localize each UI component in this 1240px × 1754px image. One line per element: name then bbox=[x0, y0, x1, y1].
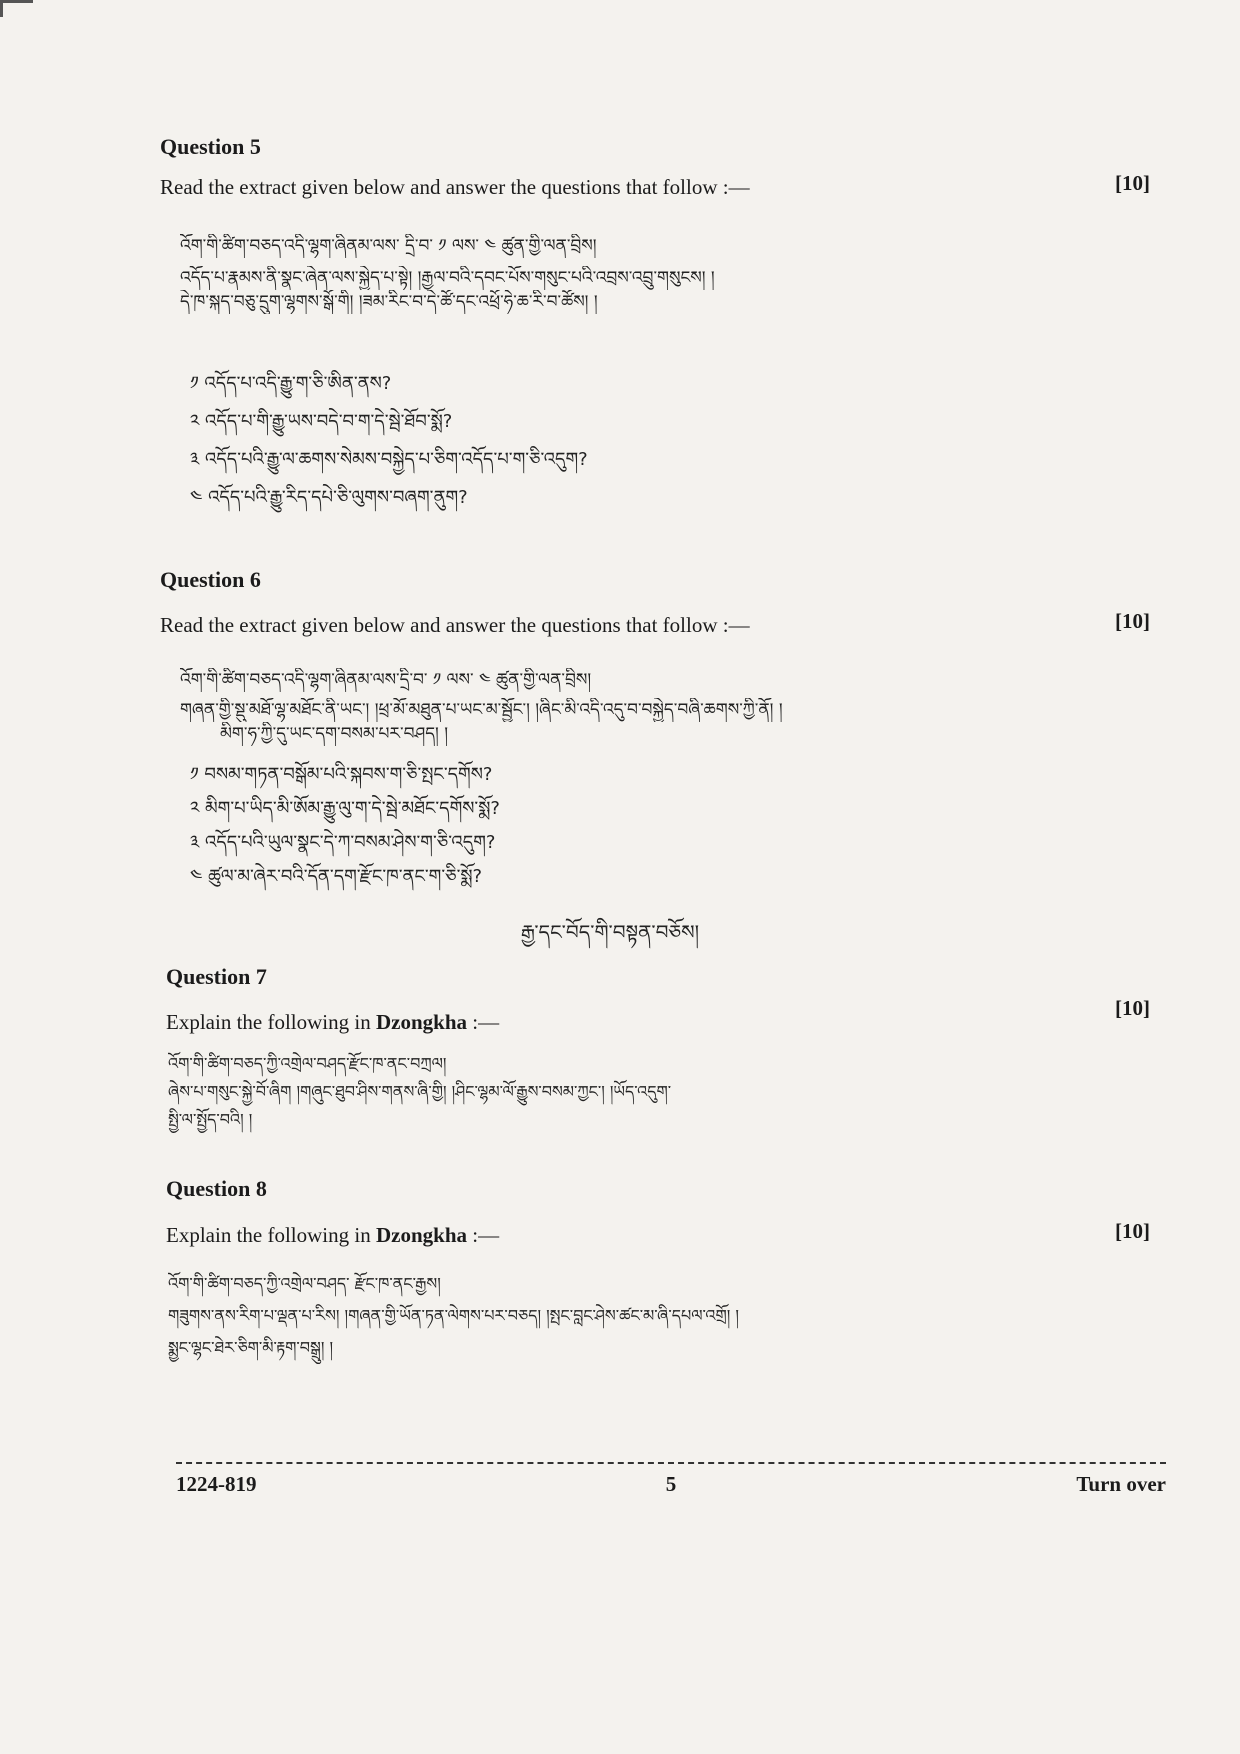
question-5-instruction-text: Read the extract given below and answer the questions that follow :— bbox=[160, 175, 750, 199]
extract-line: གཟུགས་ནས་རིག་པ་ལྡན་པ་རིས། །གཞན་གྱི་ཡོན་ཏན་ལེགས་པར་བཅད། །སྤང་བླང་ཤེས་ཚང་མ་ཞི་དཔལ་འགྲོ། ། bbox=[168, 1306, 739, 1325]
instruction-language: Dzongkha bbox=[375, 1223, 468, 1247]
question-8-heading: Question 8 bbox=[166, 1176, 267, 1201]
extract-line: འོག་གི་ཚིག་བཅད་ཀྱི་འགྲེལ་བཤད་རྫོང་ཁ་ནང་བཀྲལ། bbox=[168, 1054, 447, 1073]
section-title: རྒྱ་དང་བོད་གི་བསྟན་བཅོས། bbox=[520, 920, 700, 944]
question-8-marks: [10] bbox=[1115, 1219, 1150, 1243]
question-6-heading: Question 6 bbox=[160, 567, 261, 592]
question-5-instruction bbox=[160, 171, 1150, 200]
sub-question: ༣ འདོད་པའི་རྒྱུ་ལ་ཆགས་སེམས་བསྐྱེད་པ་ཅིག་འདོད་པ་ག་ཅི་འདུག? bbox=[190, 449, 588, 470]
question-7-instruction bbox=[166, 996, 1150, 1035]
sub-question: ༤ འདོད་པའི་རྒྱུ་རིད་དཔེ་ཅི་ལུགས་བཞག་ནུག? bbox=[190, 487, 468, 508]
extract-line: འོག་གི་ཚིག་བཅད་འདི་ལྷག་ཞིནམ་ལས་དྲི་བ་ ༡ ལས་ ༤ ཚུན་གྱི་ལན་བྲིས། bbox=[180, 670, 592, 690]
extract-line: གཞན་གྱི་སྡུ་མཐོ་ལྷ་མཐོང་ནི་ཡང་། །ཕྲ་མོ་མཐུན་པ་ཡང་མ་སྦྱོང་། །ཞིང་མི་འདི་འདུ་བ་བསྐྱེད་བཞི་ཆགས་ཀྱི་ནོ། ། bbox=[180, 700, 783, 720]
sub-question: ༢ འདོད་པ་གི་རྒྱུ་ཡས་བདེ་བ་ག་དེ་སྦེ་ཐོབ་སྨོ? bbox=[190, 411, 453, 432]
instruction-text: Explain the following in bbox=[166, 1010, 376, 1034]
extract-line: སྤྱི་ལ་སྤྱོད་བའི། ། bbox=[168, 1110, 253, 1129]
question-5-extract bbox=[180, 234, 1140, 314]
question-6-extract bbox=[180, 668, 1140, 746]
question-6-instruction-text: Read the extract given below and answer the questions that follow :— bbox=[160, 613, 750, 637]
extract-line: སྨྱང་ལྷང་ཐེར་ཅིག་མི་རྟག་བསྒྲུ། ། bbox=[168, 1338, 334, 1357]
question-5-heading: Question 5 bbox=[160, 134, 261, 159]
instruction-language: Dzongkha bbox=[375, 1010, 468, 1034]
question-5-marks: [10] bbox=[1115, 171, 1150, 195]
question-6-subquestions bbox=[190, 758, 1120, 894]
instruction-text: Explain the following in bbox=[166, 1223, 376, 1247]
extract-line: དེ་ཁ་སྐད་བཅུ་དྲུག་ལྷགས་སྒོ་གི། །ཟམ་རིང་བ་དེ་ཚོ་དང་འཕྲོ་ཧེ་ཆ་རི་བ་ཚོས། ། bbox=[180, 292, 598, 312]
instruction-suffix: :— bbox=[467, 1223, 500, 1247]
question-5-subquestions bbox=[190, 366, 1120, 518]
sub-question: ༢ མིག་པ་ཡིད་མི་ཨོམ་རྒྱུ་ལུ་ག་དེ་སྦེ་མཐོང་དགོས་སྨོ? bbox=[190, 798, 500, 819]
extract-line: ཞེས་པ་གསུང་སྐྱེ་བོ་ཞིག །གཞུང་ཐུབ་ཤིས་གནས་ཞི་གྱི། །ཤིང་ལྷམ་ལོ་རྒྱུས་བསམ་ཀྱང་། །ཡོད་འདུག་ bbox=[168, 1082, 672, 1101]
extract-line: འདོད་པ་རྣམས་ནི་སྣང་ཞེན་ལས་སྐྱེད་པ་སྟེ། །རྒྱལ་བའི་དབང་པོས་གསུང་པའི་འབྲས་འབྲུ་གསུངས། ། bbox=[180, 268, 715, 288]
page-corner-mark bbox=[0, 0, 33, 17]
sub-question: ༡ འདོད་པ་འདི་རྒྱུ་ག་ཅི་ཨིན་ནས? bbox=[190, 373, 392, 394]
sub-question: ༡ བསམ་གཏན་བསྒོམ་པའི་སྐབས་ག་ཅི་སྤང་དགོས? bbox=[190, 764, 493, 785]
paper-code: 1224-819 bbox=[176, 1472, 257, 1496]
turn-over-label: Turn over bbox=[1076, 1472, 1166, 1496]
extract-line: མིག་ཧ་ཀྱི་དུ་ཡང་དག་བསམ་པར་བཤད། ། bbox=[220, 724, 449, 744]
sub-question: ༤ ཚུལ་མ་ཞེར་བའི་དོན་དག་རྫོང་ཁ་ནང་ག་ཅི་སྨོ? bbox=[190, 866, 483, 887]
page-number: 5 bbox=[665, 1472, 677, 1496]
extract-line: འོག་གི་ཚིག་བཅད་འདི་ལྷག་ཞིནམ་ལས་ དྲི་བ་ ༡ ལས་ ༤ ཚུན་གྱི་ལན་བྲིས། bbox=[180, 236, 597, 256]
question-7-extract bbox=[168, 1050, 1140, 1134]
question-6-instruction bbox=[160, 609, 1150, 638]
footer-divider bbox=[176, 1462, 1166, 1464]
question-8-instruction bbox=[166, 1219, 1150, 1248]
extract-line: འོག་གི་ཚིག་བཅད་ཀྱི་འགྲེལ་བཤད་ རྫོང་ཁ་ནང་རྒྱས། bbox=[168, 1274, 441, 1293]
question-6-marks: [10] bbox=[1115, 609, 1150, 633]
question-8-extract bbox=[168, 1268, 1140, 1364]
instruction-suffix: :— bbox=[467, 1010, 500, 1034]
question-7-heading: Question 7 bbox=[166, 964, 267, 989]
sub-question: ༣ འདོད་པའི་ཡུལ་སྣང་དེ་ཀ་བསམ་ཤེས་ག་ཅི་འདུག? bbox=[190, 832, 496, 853]
question-7-marks: [10] bbox=[1115, 996, 1150, 1020]
